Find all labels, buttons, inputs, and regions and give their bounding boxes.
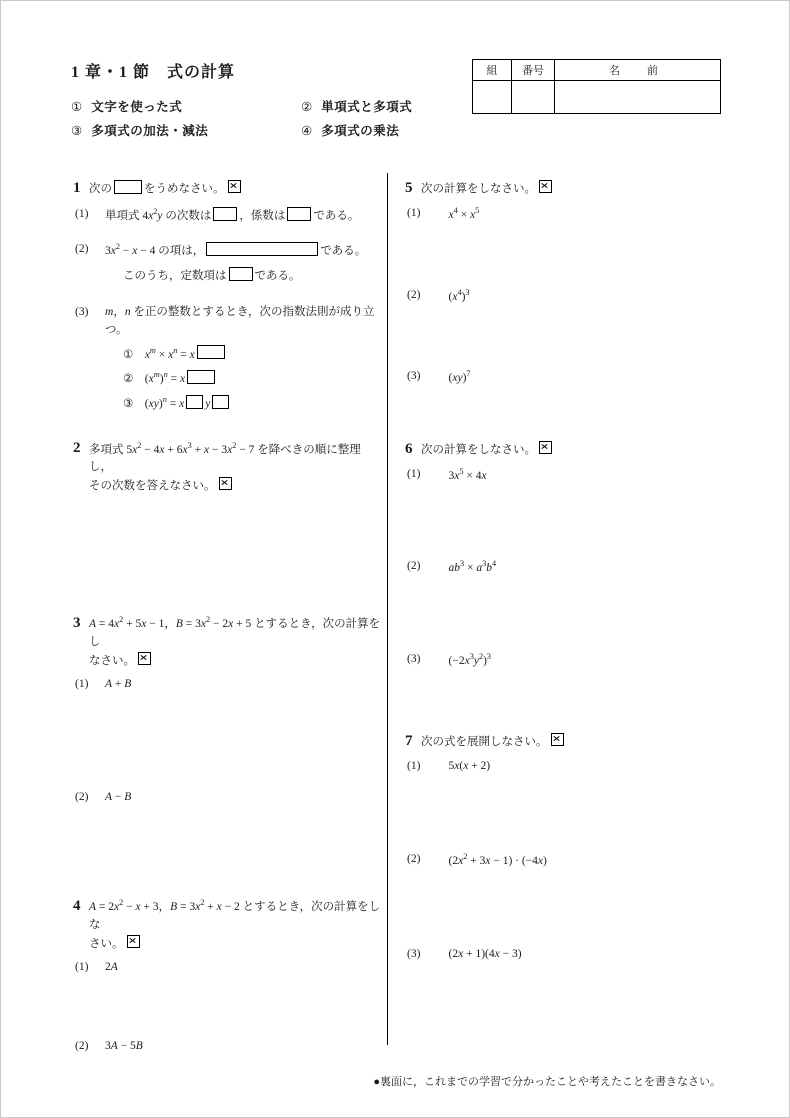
- item-text: $(2x^2 + 3x - 1) \cdot (-4x)$: [437, 852, 547, 867]
- problem-6: [405, 440, 725, 671]
- name-box-field-name[interactable]: [555, 81, 721, 114]
- item-label: (3): [75, 305, 89, 318]
- scissors-icon: [219, 477, 232, 490]
- problem-number: 2: [73, 440, 81, 457]
- problem-1-item-3: [73, 304, 383, 340]
- item-text: A + B: [105, 678, 132, 691]
- problem-5-item-1: [405, 205, 725, 225]
- problem-number: 7: [405, 733, 413, 750]
- problem-4-item-1: [73, 959, 383, 977]
- item-label: (1): [407, 206, 421, 219]
- subtopic-item-3: [71, 120, 301, 142]
- name-box: [472, 59, 721, 114]
- item-text: $(x^4)^3$: [437, 288, 470, 304]
- item-label: (2): [407, 560, 421, 573]
- item-text: $x^4 \times x^5$: [448, 205, 480, 221]
- subtopic-row: [71, 120, 721, 142]
- problem-1-item-2: [73, 241, 383, 261]
- subtopic-label: 多項式の加法・減法: [91, 124, 209, 138]
- item-text: このうち，定数項は である。: [105, 267, 383, 286]
- scissors-icon: [127, 935, 140, 948]
- problem-prompt: $A = 4x^2 + 5x - 1$，$B = 3x^2 - 2x + 5$ とするとき，次の計算をし なさい。: [89, 615, 381, 667]
- item-text: A − B: [105, 791, 132, 804]
- answer-box[interactable]: [287, 207, 311, 221]
- answer-box[interactable]: [197, 345, 225, 359]
- item-label: [73, 369, 105, 389]
- problem-prompt: 次の計算をしなさい。: [421, 441, 725, 460]
- problem-3-item-1: [73, 676, 383, 694]
- problem-1-item-3a: [73, 345, 383, 365]
- item-text: 2A: [105, 961, 118, 974]
- item-label: (2): [75, 243, 89, 256]
- item-text: $(-2x^3y^2)^3$: [437, 651, 492, 667]
- item-text: m，n を正の整数とするとき，次の指数法則が成り立つ。: [105, 305, 375, 336]
- answer-box[interactable]: [187, 370, 215, 384]
- subtopic-item-1: [71, 96, 301, 118]
- problem-3-heading: [73, 614, 383, 670]
- problem-number: 5: [405, 180, 413, 196]
- right-column: [405, 179, 725, 964]
- item-text: ③ (xy)$^n$ = x y: [105, 394, 383, 414]
- subtopic-item-4: [301, 120, 399, 142]
- subtopic-label: 多項式の乗法: [321, 124, 400, 138]
- problem-prompt: 多項式 $5x^2 - 4x + 6x^3 + x - 3x^2 - 7$ を降べきの順に整理し， その次数を答えなさい。: [89, 440, 361, 493]
- problem-5-item-3: [405, 368, 725, 388]
- item-text: 3A − 5B: [105, 1040, 143, 1053]
- item-label: (1): [75, 207, 89, 220]
- answer-box[interactable]: [212, 395, 229, 409]
- problem-4-item-2: [73, 1038, 383, 1056]
- left-column: [73, 179, 383, 1056]
- scissors-icon: [138, 652, 151, 665]
- problem-5-item-2: [405, 287, 725, 307]
- problem-4-heading: [73, 897, 383, 953]
- item-label: (1): [75, 961, 89, 974]
- name-box-field-number[interactable]: [512, 81, 555, 114]
- problem-number: 6: [405, 440, 413, 457]
- problem-7: [405, 732, 725, 963]
- item-label: (2): [75, 1040, 89, 1053]
- problem-7-heading: [405, 732, 725, 752]
- problem-1-item-2b: [73, 267, 383, 286]
- problem-number: 3: [73, 614, 81, 631]
- problem-1-heading: [73, 179, 383, 199]
- item-text: (2x + 1)(4x − 3): [437, 947, 522, 960]
- problem-6-item-2: [405, 558, 725, 578]
- problem-number: 4: [73, 897, 81, 914]
- subtopic-label: 単項式と多項式: [321, 100, 413, 114]
- answer-box[interactable]: [229, 267, 253, 281]
- scissors-icon: [539, 441, 552, 454]
- item-label: (2): [407, 853, 421, 866]
- scissors-icon: [228, 180, 241, 193]
- scissors-icon: [551, 733, 564, 746]
- subtopic-label: 文字を使った式: [91, 100, 183, 114]
- item-text: $3x^2 - x - 4$ の項は， である。: [105, 242, 367, 258]
- problem-number: 1: [73, 180, 81, 196]
- answer-box[interactable]: [206, 242, 318, 256]
- problem-5: [405, 179, 725, 388]
- problem-6-heading: [405, 440, 725, 460]
- name-box-header-number: 番号: [512, 60, 555, 81]
- item-label: (2): [407, 289, 421, 302]
- problem-7-item-2: [405, 851, 725, 871]
- item-text: ① $x^m \times x^n = x$: [105, 345, 383, 365]
- subtopic-number-icon: ④: [301, 124, 313, 138]
- item-label: (3): [407, 947, 421, 960]
- column-divider: [387, 173, 388, 1045]
- problem-3: [73, 614, 383, 897]
- scissors-icon: [539, 180, 552, 193]
- item-text: $ab^3 \times a^3b^4$: [448, 559, 497, 575]
- page-title: 1 章・1 節 式の計算: [71, 64, 236, 81]
- problem-7-item-3: [405, 946, 725, 964]
- item-label: (1): [407, 467, 421, 480]
- problem-4: [73, 897, 383, 1056]
- subtopic-number-icon: ①: [71, 100, 83, 114]
- name-box-input-row: [473, 81, 721, 114]
- problem-1-item-3b: [73, 369, 383, 389]
- name-box-field-class[interactable]: [473, 81, 512, 114]
- subtopic-item-2: [301, 96, 412, 118]
- problem-prompt: 次の計算をしなさい。: [421, 180, 725, 199]
- problem-6-item-1: [405, 466, 725, 486]
- item-label: (2): [75, 791, 89, 804]
- item-label: [73, 394, 105, 414]
- answer-box[interactable]: [213, 207, 237, 221]
- subtopic-number-icon: ③: [71, 124, 83, 138]
- item-text: 5x(x + 2): [448, 760, 491, 773]
- item-label: (1): [407, 760, 421, 773]
- problem-prompt: $A = 2x^2 - x + 3$，$B = 3x^2 + x - 2$ とするとき，次の計算をしな さい。: [89, 898, 381, 950]
- item-label: (3): [407, 652, 421, 665]
- answer-box[interactable]: [114, 180, 142, 194]
- problem-7-item-1: [405, 758, 725, 776]
- problem-6-item-3: [405, 651, 725, 671]
- name-box-header-class: 組: [473, 60, 512, 81]
- problem-2: [73, 439, 383, 613]
- name-box-header-row: [473, 60, 721, 81]
- item-text: ② $(x^m)^n = x$: [105, 369, 383, 389]
- problem-1-item-1: [73, 206, 383, 226]
- item-text: (xy)$^7$: [437, 369, 471, 384]
- problem-prompt: 次の をうめなさい。: [89, 180, 383, 199]
- item-label: [73, 345, 105, 365]
- footer-note: ●裏面に，これまでの学習で分かったことや考えたことを書きなさい。: [373, 1076, 721, 1088]
- item-text: 単項式 $4x^2y$ の次数は ，係数は である。: [105, 206, 360, 222]
- problem-5-heading: [405, 179, 725, 199]
- problem-3-item-2: [73, 789, 383, 807]
- problem-2-heading: [73, 439, 383, 495]
- problem-prompt: 次の式を展開しなさい。: [421, 733, 725, 752]
- problem-1: [73, 179, 383, 413]
- subtopic-number-icon: ②: [301, 100, 313, 114]
- item-text: $3x^5 \times 4x$: [448, 466, 487, 482]
- item-label: (3): [407, 370, 421, 383]
- item-label: (1): [75, 678, 89, 691]
- answer-box[interactable]: [186, 395, 203, 409]
- name-box-header-name: 名 前: [555, 60, 721, 81]
- item-label: [73, 267, 105, 286]
- problem-1-item-3c: [73, 394, 383, 414]
